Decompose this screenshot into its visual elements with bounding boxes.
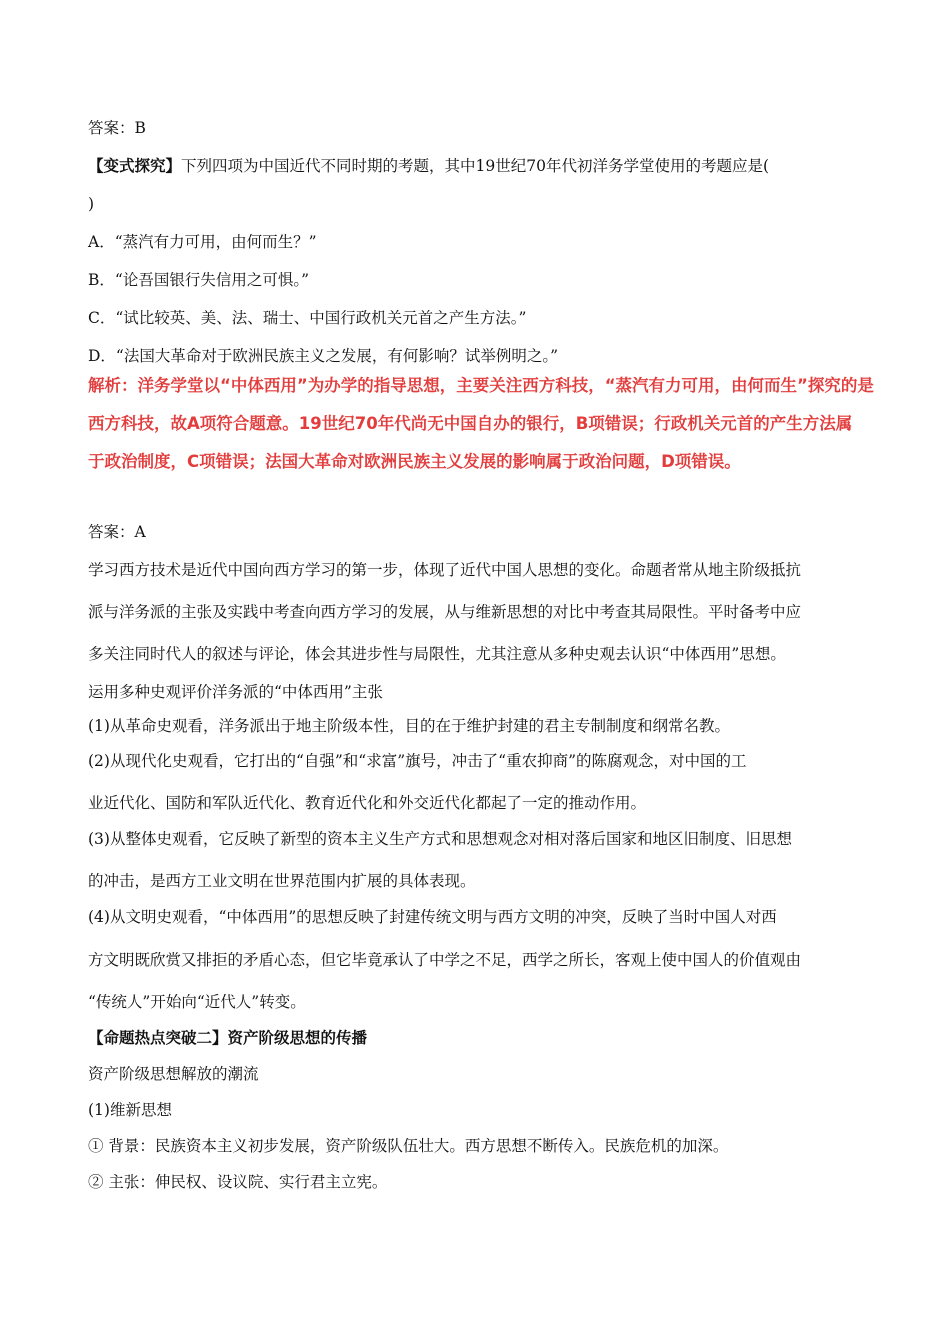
hotspot-heading: 【命题热点突破二】资产阶级思想的传播: [88, 1028, 368, 1047]
summary-line-3: 多关注同时代人的叙述与评论，体会其进步性与局限性，尤其注意从多种史观去认识“中体西用”思想。: [88, 645, 786, 663]
eval-point-1: (1)从革命史观看，洋务派出于地主阶级本性，目的在于维护封建的君主专制制度和纲常名教。: [88, 717, 730, 735]
reform-background: ① 背景：民族资本主义初步发展，资产阶级队伍壮大。西方思想不断传入。民族危机的加深。: [88, 1137, 729, 1155]
variant-question: [88, 156, 769, 176]
question-paren: ): [88, 195, 95, 213]
analysis-line-3: 于政治制度，C项错误；法国大革命对欧洲民族主义发展的影响属于政治问题，D项错误。: [88, 452, 741, 471]
option-b: B．“论吾国银行失信用之可惧。”: [88, 271, 309, 289]
eval-heading: 运用多种史观评价洋务派的“中体西用”主张: [88, 683, 383, 701]
option-c: C．“试比较英、美、法、瑞士、中国行政机关元首之产生方法。”: [88, 309, 527, 327]
option-d: D．“法国大革命对于欧洲民族主义之发展，有何影响？试举例明之。”: [88, 347, 559, 365]
eval-point-3: (3)从整体史观看，它反映了新型的资本主义生产方式和思想观念对相对落后国家和地区旧制度、旧思想: [88, 830, 792, 848]
eval-point-4: (4)从文明史观看，“中体西用”的思想反映了封建传统文明与西方文明的冲突，反映了当时中国人对西: [88, 908, 777, 926]
analysis-line-2: 西方科技，故A项符合题意。19世纪70年代尚无中国自办的银行，B项错误；行政机关元首的产生方法属: [88, 414, 853, 433]
variant-heading: 【变式探究】: [88, 156, 182, 175]
variant-question-text: 下列四项为中国近代不同时期的考题，其中19世纪70年代初洋务学堂使用的考题应是(: [181, 157, 770, 175]
eval-point-2: (2)从现代化史观看，它打出的“自强”和“求富”旗号，冲击了“重农抑商”的陈腐观念，对中国的工: [88, 752, 747, 770]
answer-a: 答案：A: [88, 523, 146, 541]
reform-heading: (1)维新思想: [88, 1101, 172, 1119]
reform-claims: ② 主张：伸民权、设议院、实行君主立宪。: [88, 1173, 388, 1191]
answer-b: 答案：B: [88, 119, 146, 137]
trend-heading: 资产阶级思想解放的潮流: [88, 1065, 259, 1083]
eval-point-3-cont: 的冲击，是西方工业文明在世界范围内扩展的具体表现。: [88, 872, 476, 890]
summary-line-1: 学习西方技术是近代中国向西方学习的第一步，体现了近代中国人思想的变化。命题者常从地主阶级抵抗: [88, 561, 802, 579]
eval-point-4-cont-2: “传统人”开始向“近代人”转变。: [88, 993, 306, 1011]
summary-line-2: 派与洋务派的主张及实践中考查向西方学习的发展，从与维新思想的对比中考查其局限性。平时备考中应: [88, 603, 802, 621]
eval-point-2-cont: 业近代化、国防和军队近代化、教育近代化和外交近代化都起了一定的推动作用。: [88, 794, 647, 812]
option-a: A．“蒸汽有力可用，由何而生？”: [88, 233, 317, 251]
eval-point-4-cont-1: 方文明既欣赏又排拒的矛盾心态，但它毕竟承认了中学之不足，西学之所长，客观上使中国人的价值观由: [88, 951, 802, 969]
analysis-line-1: 解析：洋务学堂以“中体西用”为办学的指导思想，主要关注西方科技，“蒸汽有力可用，由何而生”探究的是: [88, 376, 874, 395]
